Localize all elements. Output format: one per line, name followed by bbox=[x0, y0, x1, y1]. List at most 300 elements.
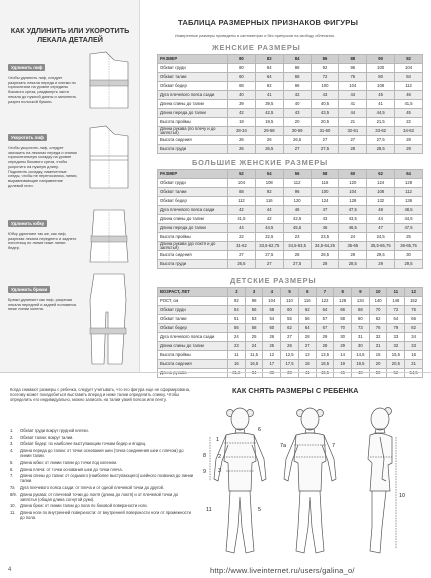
table-cell: 60 bbox=[352, 315, 370, 324]
table-cell: 64 bbox=[316, 306, 334, 315]
table-row bbox=[158, 109, 423, 118]
table-cell: 43,5 bbox=[339, 215, 367, 224]
table-cell: 20,5 bbox=[387, 360, 405, 369]
table-cell: 76 bbox=[369, 324, 387, 333]
table-cell: 56 bbox=[228, 324, 246, 333]
table-cell: 47,5 bbox=[395, 224, 423, 233]
table-cell: 22,5 bbox=[255, 233, 283, 242]
table-cell: 31,5 bbox=[228, 369, 246, 378]
table-cell: 41,5 bbox=[395, 100, 423, 109]
table-cell: 16,5 bbox=[245, 360, 263, 369]
table-cell: 34,5-63,5 bbox=[283, 242, 311, 251]
header-cell: ВОЗРАСТ, ЛЕТ bbox=[158, 288, 228, 297]
table-cell: 45 bbox=[395, 109, 423, 118]
table-cell: 41 bbox=[339, 100, 367, 109]
row-label: Обхват груди bbox=[158, 64, 228, 73]
table-cell: 20,5 bbox=[311, 118, 339, 127]
item-number: 10. bbox=[10, 503, 16, 509]
item-text: Обхват бедер: по наиболее выступающим точкам бедер и ягодиц. bbox=[20, 441, 147, 447]
measurement-list bbox=[10, 428, 196, 522]
table-cell: 54,5 bbox=[405, 369, 423, 378]
table-row bbox=[158, 251, 423, 260]
table-cell: 29 bbox=[339, 251, 367, 260]
row-label: Высота груди bbox=[158, 260, 228, 269]
header-cell: 12 bbox=[405, 288, 423, 297]
table-cell: 58 bbox=[245, 324, 263, 333]
table-cell: 33 bbox=[405, 342, 423, 351]
table-cell: 124 bbox=[367, 179, 395, 188]
table-cell: 32 bbox=[369, 333, 387, 342]
table-cell: 34,5-64,25 bbox=[311, 242, 339, 251]
trousers-lengthen-figure bbox=[84, 272, 134, 368]
header-cell: 84 bbox=[283, 55, 311, 64]
table-cell: 31 bbox=[369, 342, 387, 351]
table-cell: 41 bbox=[367, 100, 395, 109]
table-cell: 12,5 bbox=[281, 351, 299, 360]
header-cell: 7 bbox=[316, 288, 334, 297]
row-label: Обхват груди bbox=[158, 306, 228, 315]
table-cell: 20 bbox=[283, 118, 311, 127]
table-cell: 44,5 bbox=[255, 224, 283, 233]
table-cell: 76 bbox=[339, 73, 367, 82]
table-cell: 66 bbox=[334, 306, 352, 315]
table-header-row bbox=[158, 170, 423, 179]
table-cell: 28 bbox=[339, 145, 367, 154]
table-cell: 62 bbox=[298, 306, 316, 315]
table-cell: 120 bbox=[283, 197, 311, 206]
header-cell: 8 bbox=[334, 288, 352, 297]
page-title: ТАБЛИЦА РАЗМЕРНЫХ ПРИЗНАКОВ ФИГУРЫ bbox=[178, 18, 359, 27]
table-cell: 45 bbox=[367, 91, 395, 100]
table-cell: 24 bbox=[339, 233, 367, 242]
table-cell: 36 bbox=[263, 369, 281, 378]
table-cell: 20 bbox=[369, 360, 387, 369]
table-cell: 104 bbox=[395, 64, 423, 73]
table-cell: 18 bbox=[298, 360, 316, 369]
table-cell: 42,5 bbox=[283, 215, 311, 224]
table-row bbox=[158, 306, 423, 315]
table-cell: 29,5 bbox=[367, 251, 395, 260]
table-cell: 41,5 bbox=[228, 215, 256, 224]
table-cell: 44 bbox=[255, 206, 283, 215]
list-item bbox=[10, 473, 196, 483]
table-cell: 110 bbox=[281, 297, 299, 306]
table-cell: 48,5 bbox=[395, 206, 423, 215]
row-label: Обхват талии bbox=[158, 188, 228, 197]
table-cell: 27,5 bbox=[311, 145, 339, 154]
table-cell: 11 bbox=[228, 351, 246, 360]
row-label: Высота сидения bbox=[158, 251, 228, 260]
svg-text:9: 9 bbox=[203, 469, 206, 475]
table-cell: 46,5 bbox=[339, 224, 367, 233]
svg-text:11: 11 bbox=[206, 507, 212, 513]
header-cell: 4 bbox=[263, 288, 281, 297]
source-url: http://www.liveinternet.ru/users/galina_o/ bbox=[210, 566, 355, 575]
table-cell: 146 bbox=[387, 297, 405, 306]
table-cell: 54 bbox=[263, 315, 281, 324]
child-figures-illustration bbox=[196, 401, 424, 561]
table-row bbox=[158, 82, 423, 91]
list-item bbox=[10, 428, 196, 433]
table-cell: 36-65,75 bbox=[395, 242, 423, 251]
table-cell: 88 bbox=[228, 82, 256, 91]
table-cell: 140 bbox=[369, 297, 387, 306]
header-cell: РАЗМЕР bbox=[158, 170, 228, 179]
header-cell: 5 bbox=[281, 288, 299, 297]
list-item bbox=[10, 485, 196, 490]
table-cell: 42 bbox=[255, 215, 283, 224]
table-cell: 42 bbox=[228, 109, 256, 118]
table-cell: 21 bbox=[405, 360, 423, 369]
table-cell: 43 bbox=[311, 215, 339, 224]
header-cell: 88 bbox=[339, 55, 367, 64]
table-cell: 128 bbox=[334, 297, 352, 306]
row-label: Длина рукава bbox=[158, 369, 228, 378]
table-row bbox=[158, 242, 423, 251]
row-label: Обхват бедер bbox=[158, 82, 228, 91]
table-cell: 24 bbox=[245, 342, 263, 351]
table-cell: 28 bbox=[311, 260, 339, 269]
table-cell: 21 bbox=[339, 118, 367, 127]
item-number: 4. bbox=[10, 448, 14, 454]
table-cell: 66 bbox=[405, 315, 423, 324]
table-cell: 46 bbox=[395, 91, 423, 100]
table-cell: 27 bbox=[298, 342, 316, 351]
row-label: Высота проймы bbox=[158, 351, 228, 360]
table-cell: 22 bbox=[228, 233, 256, 242]
table-cell: 18,5 bbox=[316, 360, 334, 369]
section-head: Удлинить лиф bbox=[8, 64, 45, 71]
women-size-table bbox=[157, 54, 423, 154]
table-cell: 128 bbox=[395, 179, 423, 188]
bodice-lengthen-figure bbox=[84, 50, 134, 112]
table-cell: 88 bbox=[283, 64, 311, 73]
table-cell: 44 bbox=[367, 215, 395, 224]
row-label: Длина переда до талии bbox=[158, 109, 228, 118]
table-cell: 39 bbox=[228, 100, 256, 109]
table-row bbox=[158, 297, 423, 306]
table-row bbox=[158, 91, 423, 100]
table-cell: 84 bbox=[255, 64, 283, 73]
item-text: Длина переда до талии: от точки основания шеи (точка соединения шеи с плечом) до линии талии. bbox=[20, 448, 184, 459]
table-cell: 25 bbox=[395, 233, 423, 242]
svg-text:1: 1 bbox=[216, 437, 219, 443]
item-text: Обхват талии: вокруг талии. bbox=[20, 434, 74, 440]
table-cell: 16 bbox=[405, 351, 423, 360]
header-cell: 64 bbox=[395, 170, 423, 179]
plus-table-title: БОЛЬШИЕ ЖЕНСКИЕ РАЗМЕРЫ bbox=[192, 158, 329, 167]
table-cell: 64 bbox=[255, 73, 283, 82]
table-cell: 92 bbox=[228, 297, 246, 306]
table-cell: 31-60 bbox=[311, 127, 339, 136]
table-cell: 13 bbox=[298, 351, 316, 360]
table-row bbox=[158, 315, 423, 324]
table-cell: 25 bbox=[263, 342, 281, 351]
table-row bbox=[158, 333, 423, 342]
table-cell: 64 bbox=[387, 315, 405, 324]
table-cell: 42,5 bbox=[255, 109, 283, 118]
table-cell: 19 bbox=[228, 118, 256, 127]
child-side-figure bbox=[368, 408, 392, 554]
table-cell: 55 bbox=[281, 315, 299, 324]
table-row bbox=[158, 351, 423, 360]
table-cell: 43 bbox=[311, 91, 339, 100]
table-cell: 32 bbox=[387, 342, 405, 351]
header-cell: 54 bbox=[255, 170, 283, 179]
table-cell: 104 bbox=[339, 188, 367, 197]
bodice-shorten-figure bbox=[84, 124, 134, 192]
table-cell: 29,5 bbox=[395, 260, 423, 269]
table-cell: 76 bbox=[405, 306, 423, 315]
table-cell: 44,5 bbox=[395, 215, 423, 224]
table-row bbox=[158, 260, 423, 269]
table-cell: 21,5 bbox=[367, 118, 395, 127]
header-cell: 80 bbox=[228, 55, 256, 64]
list-item bbox=[10, 441, 196, 446]
table-cell: 92 bbox=[255, 188, 283, 197]
table-cell: 72 bbox=[311, 73, 339, 82]
table-cell: 29 bbox=[334, 342, 352, 351]
table-row bbox=[158, 188, 423, 197]
row-label: Обхват бедер bbox=[158, 197, 228, 206]
table-cell: 26 bbox=[228, 145, 256, 154]
row-label: Обхват талии bbox=[158, 315, 228, 324]
table-cell: 27 bbox=[281, 333, 299, 342]
skirt-lengthen-figure bbox=[84, 208, 134, 266]
header-cell: РАЗМЕР bbox=[158, 55, 228, 64]
table-cell: 112 bbox=[228, 197, 256, 206]
table-cell: 56 bbox=[298, 315, 316, 324]
row-label: Обхват талии bbox=[158, 73, 228, 82]
row-label: Длина рукава (по плечу и до запястья) bbox=[158, 127, 228, 136]
table-cell: 46 bbox=[334, 369, 352, 378]
table-cell: 29-58 bbox=[255, 127, 283, 136]
table-cell: 116 bbox=[311, 179, 339, 188]
table-cell: 120 bbox=[339, 179, 367, 188]
table-cell: 33-62 bbox=[367, 127, 395, 136]
table-cell: 82 bbox=[405, 324, 423, 333]
table-cell: 26 bbox=[255, 136, 283, 145]
table-cell: 26,5 bbox=[228, 260, 256, 269]
section-text: Чтобы удлинить лиф, следует разрезать лекала переда и спинки по горизонтали на уровне середины бокового среза, раздвинуть части лекала до нужной длины и заполнить разрез полоской бумаги. bbox=[8, 75, 77, 104]
item-text: Длина юбки: от линии талии до точки под коленом. bbox=[20, 459, 118, 465]
table-cell: 47 bbox=[311, 206, 339, 215]
table-cell: 60 bbox=[281, 306, 299, 315]
table-cell: 72 bbox=[387, 306, 405, 315]
table-cell: 42 bbox=[283, 91, 311, 100]
svg-text:7: 7 bbox=[332, 443, 335, 449]
table-cell: 51 bbox=[228, 315, 246, 324]
units-note: Измеренные размеры приведены в сантиметрах и без припусков на свободу облегания. bbox=[175, 33, 335, 38]
item-text: Длина ноги по внутренней поверхности: от внутренней поверхности ноги от промежности до пола. bbox=[20, 510, 191, 521]
table-cell: 80 bbox=[367, 73, 395, 82]
table-cell: 15,5 bbox=[387, 351, 405, 360]
row-label: РОСТ, см bbox=[158, 297, 228, 306]
table-cell: 108 bbox=[367, 188, 395, 197]
table-cell: 79 bbox=[387, 324, 405, 333]
svg-text:7a: 7a bbox=[280, 443, 286, 449]
table-cell: 27 bbox=[228, 251, 256, 260]
table-cell: 70 bbox=[334, 324, 352, 333]
table-cell: 35-65 bbox=[339, 242, 367, 251]
table-cell: 100 bbox=[311, 82, 339, 91]
table-cell: 47,5 bbox=[339, 206, 367, 215]
kids-table-title: ДЕТСКИЕ РАЗМЕРЫ bbox=[230, 276, 317, 285]
table-cell: 24 bbox=[228, 333, 246, 342]
table-cell: 41 bbox=[298, 369, 316, 378]
header-cell: 86 bbox=[311, 55, 339, 64]
table-cell: 28,5 bbox=[367, 145, 395, 154]
table-cell: 31-62 bbox=[228, 242, 256, 251]
table-cell: 31 bbox=[352, 333, 370, 342]
table-cell: 62 bbox=[369, 315, 387, 324]
left-title: КАК УДЛИНИТЬ ИЛИ УКОРОТИТЬ ЛЕКАЛА ДЕТАЛЕЙ bbox=[10, 26, 130, 44]
table-cell: 54 bbox=[228, 306, 246, 315]
table-cell: 56 bbox=[245, 306, 263, 315]
table-cell: 52 bbox=[387, 369, 405, 378]
item-number: 5. bbox=[10, 459, 14, 465]
table-cell: 122 bbox=[316, 297, 334, 306]
table-cell: 28-34 bbox=[228, 127, 256, 136]
item-text: Длина спины до талии: от седьмого (наиболее выступающего) шейного позвонка до линии талии. bbox=[20, 473, 194, 484]
table-cell: 26 bbox=[228, 136, 256, 145]
table-cell: 12 bbox=[263, 351, 281, 360]
table-cell: 70 bbox=[369, 306, 387, 315]
table-cell: 30 bbox=[395, 251, 423, 260]
item-text: Длина рукава: от плечевой точки до локтя (длина до локтя) и от плечевой точки до запястья (общая длина согнутой руки). bbox=[20, 491, 179, 502]
table-row bbox=[158, 197, 423, 206]
table-row bbox=[158, 118, 423, 127]
child-back-figure bbox=[284, 408, 336, 553]
table-cell: 41 bbox=[255, 91, 283, 100]
table-cell: 30 bbox=[334, 333, 352, 342]
row-label: Длина спины до талии bbox=[158, 342, 228, 351]
left-panel bbox=[0, 0, 140, 372]
table-cell: 45,5 bbox=[283, 224, 311, 233]
item-number: 6. bbox=[10, 466, 14, 472]
table-row bbox=[158, 360, 423, 369]
table-cell: 98 bbox=[245, 297, 263, 306]
section-text: Брюки удлиняют как лиф, разрезая лекала передней и задней половинок ниже линии колена. bbox=[8, 297, 77, 312]
table-cell: 48 bbox=[367, 206, 395, 215]
table-cell: 23,5 bbox=[311, 233, 339, 242]
table-row bbox=[158, 64, 423, 73]
table-cell: 43,5 bbox=[316, 369, 334, 378]
table-cell: 13,5 bbox=[316, 351, 334, 360]
table-row bbox=[158, 100, 423, 109]
table-cell: 26 bbox=[263, 333, 281, 342]
table-cell: 80 bbox=[228, 64, 256, 73]
table-cell: 43,5 bbox=[311, 109, 339, 118]
row-label: Обхват груди bbox=[158, 179, 228, 188]
table-cell: 22 bbox=[395, 118, 423, 127]
table-cell: 26 bbox=[281, 342, 299, 351]
table-cell: 124 bbox=[311, 197, 339, 206]
table-cell: 34 bbox=[405, 333, 423, 342]
table-cell: 23 bbox=[228, 342, 246, 351]
table-cell: 19,5 bbox=[255, 118, 283, 127]
table-cell: 104 bbox=[228, 179, 256, 188]
header-cell: 62 bbox=[367, 170, 395, 179]
header-cell: 11 bbox=[387, 288, 405, 297]
header-cell: 9 bbox=[352, 288, 370, 297]
table-cell: 34-63 bbox=[395, 127, 423, 136]
table-row bbox=[158, 215, 423, 224]
table-cell: 84 bbox=[395, 73, 423, 82]
table-cell: 46 bbox=[311, 224, 339, 233]
table-cell: 53 bbox=[245, 315, 263, 324]
table-cell: 50 bbox=[369, 369, 387, 378]
table-cell: 11,5 bbox=[245, 351, 263, 360]
row-label: Высота сидения bbox=[158, 360, 228, 369]
svg-text:3: 3 bbox=[218, 468, 221, 474]
table-cell: 112 bbox=[395, 82, 423, 91]
table-row bbox=[158, 145, 423, 154]
table-header-row bbox=[158, 55, 423, 64]
intro-text: Когда снимают размеры с ребенка, следует учитывать, что его фигура еще не сформирована, поэтому может понадобиться выставить вперед и ниже талии определить спинку. Чтобы определить его индивидуально, можно записать на талии узкий поясок или ленту. bbox=[10, 387, 190, 402]
table-cell: 44 bbox=[228, 224, 256, 233]
how-to-measure-title: КАК СНЯТЬ РАЗМЕРЫ С РЕБЕНКА bbox=[232, 386, 359, 395]
page-number: 4 bbox=[8, 567, 12, 573]
header-cell: 2 bbox=[228, 288, 246, 297]
table-cell: 17 bbox=[263, 360, 281, 369]
table-cell: 44 bbox=[339, 91, 367, 100]
table-cell: 40 bbox=[283, 100, 311, 109]
table-cell: 88 bbox=[228, 188, 256, 197]
table-cell: 60 bbox=[263, 324, 281, 333]
header-cell: 60 bbox=[339, 170, 367, 179]
table-row bbox=[158, 342, 423, 351]
item-text: Длина брюк: от линии талии до пола по боковой поверхности ноги. bbox=[20, 503, 148, 509]
table-cell: 62 bbox=[281, 324, 299, 333]
table-cell: 29 bbox=[316, 333, 334, 342]
table-cell: 27,5 bbox=[367, 136, 395, 145]
table-cell: 44 bbox=[339, 109, 367, 118]
table-row bbox=[158, 179, 423, 188]
list-item bbox=[10, 492, 196, 502]
section-text: Юбку удлиняют так же, как лиф, разрезая лекала переднего и заднего полотнищ по линии ниже линии бедер. bbox=[8, 231, 77, 251]
list-item bbox=[10, 435, 196, 440]
table-cell: 152 bbox=[405, 297, 423, 306]
table-cell: 60 bbox=[228, 73, 256, 82]
table-cell: 33 bbox=[387, 333, 405, 342]
table-cell: 28 bbox=[316, 342, 334, 351]
svg-text:6: 6 bbox=[258, 427, 261, 433]
row-label: Дуга плечевого пояса сзади bbox=[158, 91, 228, 100]
table-cell: 96 bbox=[283, 82, 311, 91]
row-label: Длина рукава (до локтя и до запястья) bbox=[158, 242, 228, 251]
header-cell: 3 bbox=[245, 288, 263, 297]
table-cell: 29 bbox=[395, 145, 423, 154]
table-cell: 27,5 bbox=[283, 260, 311, 269]
table-cell: 28 bbox=[283, 251, 311, 260]
table-cell: 28,5 bbox=[339, 260, 367, 269]
row-label: Высота груди bbox=[158, 145, 228, 154]
table-cell: 43 bbox=[283, 109, 311, 118]
table-row bbox=[158, 136, 423, 145]
header-cell: 6 bbox=[298, 288, 316, 297]
table-cell: 39,5 bbox=[255, 100, 283, 109]
table-cell: 26,5 bbox=[283, 136, 311, 145]
svg-text:2: 2 bbox=[218, 454, 221, 460]
header-cell: 90 bbox=[367, 55, 395, 64]
section-text: Чтобы укоротить лиф, следует заложить на лекалах переда и спинки горизонтальную складку на уровне середины бокового среза, чтобы укоротить на нужную длину. Подклеить складку, намеченные следы, чтобы не переносились линии, выравнивающие направление долевой нити. bbox=[8, 145, 78, 188]
header-cell: 10 bbox=[369, 288, 387, 297]
table-cell: 27 bbox=[311, 136, 339, 145]
table-cell: 134 bbox=[352, 297, 370, 306]
table-cell: 58 bbox=[334, 315, 352, 324]
table-cell: 64 bbox=[298, 324, 316, 333]
